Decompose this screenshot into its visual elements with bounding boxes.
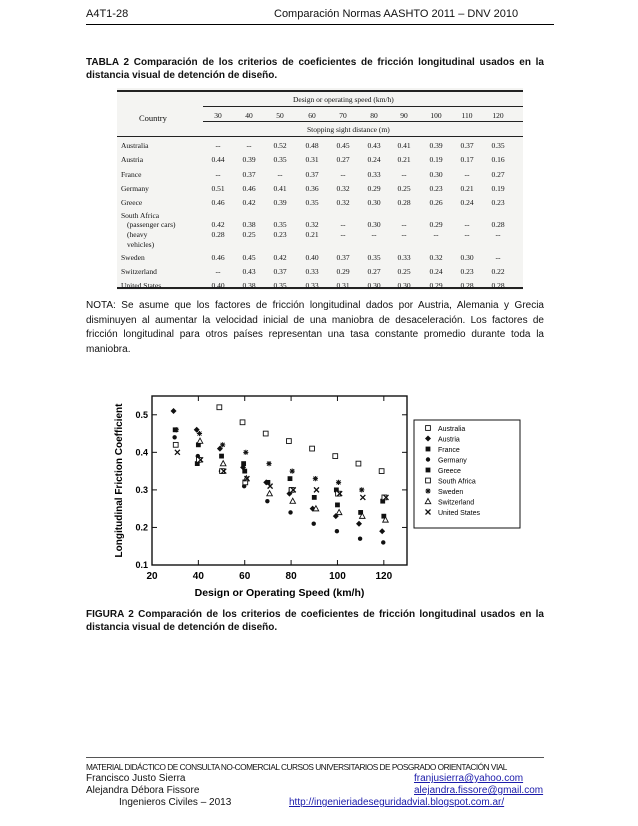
country-label: United States [121, 281, 162, 291]
country-header: Country [139, 113, 167, 123]
data-point [197, 438, 203, 443]
table-cell: 0.45 [336, 141, 350, 150]
data-point [220, 461, 226, 466]
table-cell: 0.33 [305, 266, 319, 276]
data-point [312, 521, 316, 525]
x-tick-label: 20 [146, 571, 158, 582]
table-cell: -- [401, 219, 407, 229]
table-cell: 0.41 [397, 141, 411, 150]
table-cell: 0.27 [367, 266, 381, 276]
data-point [333, 454, 338, 459]
country-label: Austria [121, 155, 144, 165]
data-point [356, 521, 362, 527]
table-cell: 0.24 [460, 198, 474, 208]
data-point [243, 450, 248, 455]
x-tick-label: 120 [375, 571, 393, 582]
footer-disclaimer: MATERIAL DIDÁCTICO DE CONSULTA NO-COMERCIAL CURSOS UNIVERSITARIOS DE POSGRADO ORIENTACIÓN VIAL [86, 762, 507, 772]
data-point [242, 469, 247, 474]
table-cell: 0.39 [273, 198, 287, 208]
table-cell: 0.23 [460, 266, 474, 276]
table-cell: 0.36 [305, 183, 319, 193]
figure-caption: FIGURA 2 Comparación de los criterios de coeficientes de fricción longitudinal usados en la distancia visual de detención de diseño. [86, 609, 544, 633]
table-cell: 0.29 [336, 266, 350, 276]
table-cell: -- [401, 229, 407, 239]
table-cell: 0.26 [429, 198, 443, 208]
data-point [314, 487, 319, 492]
table-cell: 0.43 [242, 266, 256, 276]
header-right: Comparación Normas AASHTO 2011 – DNV 2010 [274, 8, 519, 20]
friction-chart [108, 382, 530, 599]
country-label: Germany [121, 183, 149, 193]
table-cell: -- [215, 141, 221, 150]
table-caption: TABLA 2 Comparación de los criterios de coeficientes de fricción longitudinal usados en la distancia visual de detención de diseño. [86, 57, 544, 81]
data-point [312, 495, 317, 500]
table-cell: 0.28 [491, 219, 505, 229]
table-cell: 0.44 [211, 155, 225, 165]
table-cell: 0.32 [429, 252, 443, 262]
table-cell: 0.29 [429, 281, 443, 291]
data-point [356, 461, 361, 466]
speed-header: 100 [430, 111, 442, 120]
table-cell: 0.27 [336, 155, 350, 165]
table-cell: -- [277, 169, 283, 179]
table-cell: 0.40 [305, 252, 319, 262]
speed-group-header: Design or operating speed (km/h) [293, 95, 394, 104]
table-cell: 0.30 [397, 281, 411, 291]
table-cell: 0.28 [397, 198, 411, 208]
table-cell: 0.35 [273, 281, 287, 291]
footer-email-1[interactable]: franjusierra@yahoo.com [414, 773, 524, 784]
legend-marker [426, 468, 431, 473]
data-point [219, 454, 224, 459]
friction-table [117, 88, 523, 290]
table-cell: 0.40 [211, 281, 225, 291]
speed-header: 110 [461, 111, 473, 120]
legend-label: Germany [438, 457, 467, 465]
country-label: Greece [121, 198, 143, 208]
table-cell: 0.42 [242, 198, 256, 208]
table-cell: 0.42 [211, 219, 225, 229]
table-cell: 0.31 [336, 281, 350, 291]
footer-url[interactable]: http://ingenieriadeseguridadvial.blogspot.com.ar/ [289, 797, 505, 808]
table-cell: 0.33 [397, 252, 411, 262]
country-label: Australia [121, 141, 149, 150]
footer-email-2[interactable]: alejandra.fissore@gmail.com [414, 785, 544, 796]
legend-marker [426, 457, 430, 461]
table-cell: 0.37 [305, 169, 319, 179]
table-cell: -- [340, 219, 346, 229]
data-point [313, 476, 318, 481]
table-cell: 0.48 [305, 141, 319, 150]
country-sublabel: vehicles) [127, 239, 155, 249]
table-cell: 0.23 [429, 183, 443, 193]
country-label: Sweden [121, 252, 145, 262]
footer-affiliation: Ingenieros Civiles – 2013 [119, 797, 232, 808]
speed-header: 40 [245, 111, 253, 120]
legend-label: South Africa [438, 478, 476, 486]
data-point [267, 491, 273, 496]
table-cell: 0.32 [336, 183, 350, 193]
country-label: France [121, 169, 142, 179]
legend-marker [426, 478, 431, 483]
table-cell: -- [371, 229, 377, 239]
table-cell: 0.46 [211, 198, 225, 208]
legend-marker [426, 426, 431, 431]
table-cell: 0.35 [273, 155, 287, 165]
data-point [336, 480, 341, 485]
table-cell: 0.19 [491, 183, 505, 193]
data-point [217, 446, 223, 452]
table-cell: -- [340, 229, 346, 239]
table-cell: 0.30 [367, 281, 381, 291]
data-point [360, 495, 365, 500]
table-cell: 0.41 [273, 183, 287, 193]
table-cell: 0.32 [305, 219, 319, 229]
legend-label: Sweden [438, 489, 464, 496]
table-cell: 0.46 [242, 183, 256, 193]
table-cell: 0.52 [273, 141, 287, 150]
y-tick-label: 0.4 [135, 447, 148, 458]
y-tick-label: 0.1 [135, 560, 148, 570]
table-cell: 0.30 [460, 252, 474, 262]
table-cell: 0.30 [367, 219, 381, 229]
x-tick-label: 60 [239, 571, 251, 582]
chart-legend [414, 420, 520, 528]
legend-marker [426, 447, 431, 452]
data-point [290, 498, 296, 503]
table-cell: 0.35 [273, 219, 287, 229]
data-point [288, 476, 293, 481]
country-label: South Africa [121, 210, 160, 220]
table-cell: 0.28 [460, 281, 474, 291]
data-point [358, 537, 362, 541]
data-point [379, 469, 384, 474]
data-point [240, 420, 245, 425]
table-cell: 0.37 [273, 266, 287, 276]
legend-label: France [438, 447, 460, 454]
data-point [288, 510, 292, 514]
data-point [172, 435, 176, 439]
table-cell: 0.35 [305, 198, 319, 208]
data-point [265, 499, 269, 503]
table-cell: 0.21 [460, 183, 474, 193]
header-left: A4T1-28 [86, 8, 129, 20]
footer-author-2: Alejandra Débora Fissore [86, 785, 200, 796]
data-point [381, 540, 385, 544]
footer-author-1: Francisco Justo Sierra [86, 773, 186, 784]
table-cell: 0.38 [242, 281, 256, 291]
data-point [241, 461, 246, 466]
speed-header: 30 [214, 111, 222, 120]
y-tick-label: 0.3 [135, 484, 148, 495]
speed-header: 60 [308, 111, 316, 120]
x-axis-label: Design or Operating Speed (km/h) [194, 587, 365, 599]
page-header [86, 6, 554, 25]
table-cell: 0.24 [367, 155, 381, 165]
x-tick-label: 100 [329, 571, 346, 582]
data-point [335, 503, 340, 508]
table-cell: 0.28 [491, 281, 505, 291]
table-cell: 0.30 [429, 169, 443, 179]
table-cell: 0.35 [367, 252, 381, 262]
speed-header: 90 [400, 111, 408, 120]
table-cell: 0.33 [367, 169, 381, 179]
data-point [174, 427, 179, 432]
table-cell: 0.27 [491, 169, 505, 179]
table-cell: 0.25 [242, 229, 256, 239]
table-cell: 0.23 [273, 229, 287, 239]
table-cell: -- [401, 169, 407, 179]
country-sublabel: (heavy [127, 229, 148, 239]
note-paragraph: NOTA: Se asume que los factores de fricción longitudinal dados por Austria, Alemania y Grecia disminuyen al aumentar la velocidad inicial de una maniobra de desaceleración. Los factores de fricción longitudinal para otros países representan una tasa constante promedio durante toda la maniobra. [86, 300, 544, 355]
data-point [310, 446, 315, 451]
table-cell: 0.21 [305, 229, 319, 239]
speed-header: 80 [370, 111, 378, 120]
table-cell: 0.38 [242, 219, 256, 229]
table-rule-speed [203, 106, 523, 107]
data-point [173, 442, 178, 447]
table-cell: 0.29 [367, 183, 381, 193]
table-cell: 0.25 [397, 266, 411, 276]
data-point [335, 529, 339, 533]
data-point [194, 427, 200, 433]
data-point [336, 509, 342, 514]
table-cell: 0.42 [273, 252, 287, 262]
table-cell: 0.45 [242, 252, 256, 262]
table-rule-body [117, 136, 523, 137]
x-tick-label: 40 [192, 571, 204, 582]
table-cell: -- [215, 266, 221, 276]
page-footer [86, 757, 544, 809]
data-point [290, 469, 295, 474]
table-cell: -- [464, 169, 470, 179]
table-cell: -- [340, 169, 346, 179]
data-point [379, 528, 385, 534]
data-point [197, 431, 202, 436]
country-label: Switzerland [121, 266, 157, 276]
table-cell: 0.37 [242, 169, 256, 179]
legend-label: Switzerland [438, 499, 475, 507]
table-cell: 0.35 [491, 141, 505, 150]
table-cell: -- [464, 229, 470, 239]
table-cell: 0.19 [429, 155, 443, 165]
speed-header: 120 [492, 111, 504, 120]
data-point [359, 487, 364, 492]
y-tick-label: 0.5 [135, 409, 148, 420]
table-cell: -- [215, 169, 221, 179]
data-point [263, 431, 268, 436]
data-point [175, 450, 180, 455]
table-cell: -- [433, 229, 439, 239]
table-cell: 0.33 [305, 281, 319, 291]
data-point [220, 442, 225, 447]
table-cell: -- [495, 229, 501, 239]
legend-label: Austria [438, 436, 460, 444]
table-cell: 0.37 [336, 252, 350, 262]
table-cell: -- [495, 252, 501, 262]
table-cell: 0.51 [211, 183, 225, 193]
table-cell: 0.37 [460, 141, 474, 150]
x-tick-label: 80 [285, 571, 297, 582]
country-sublabel: (passenger cars) [127, 219, 176, 229]
table-rule-top [117, 90, 523, 92]
table-rule-sub [203, 121, 523, 122]
y-tick-label: 0.2 [135, 522, 148, 533]
plot-frame [152, 396, 407, 565]
table-cell: 0.16 [491, 155, 505, 165]
table-cell: 0.32 [336, 198, 350, 208]
data-point [171, 408, 177, 414]
data-point [266, 461, 271, 466]
table-cell: 0.39 [429, 141, 443, 150]
table-cell: 0.29 [429, 219, 443, 229]
table-cell: 0.22 [491, 266, 505, 276]
table-cell: 0.39 [242, 155, 256, 165]
table-cell: 0.28 [211, 229, 225, 239]
y-axis-label: Longitudinal Friction Coefficient [114, 403, 125, 558]
table-cell: 0.17 [460, 155, 474, 165]
table-cell: 0.23 [491, 198, 505, 208]
speed-header: 70 [339, 111, 347, 120]
sub-header: Stopping sight distance (m) [307, 125, 390, 134]
table-cell: 0.30 [367, 198, 381, 208]
speed-header: 50 [276, 111, 284, 120]
table-cell: 0.24 [429, 266, 443, 276]
table-cell: 0.21 [397, 155, 411, 165]
legend-label: Greece [438, 468, 461, 475]
data-point [286, 439, 291, 444]
table-cell: 0.31 [305, 155, 319, 165]
table-cell: 0.46 [211, 252, 225, 262]
data-point [217, 405, 222, 410]
table-cell: 0.43 [367, 141, 381, 150]
table-cell: -- [246, 141, 252, 150]
table-cell: 0.25 [397, 183, 411, 193]
legend-marker [425, 488, 430, 493]
table-cell: -- [464, 219, 470, 229]
legend-label: Australia [438, 426, 466, 433]
legend-label: United States [438, 510, 481, 517]
